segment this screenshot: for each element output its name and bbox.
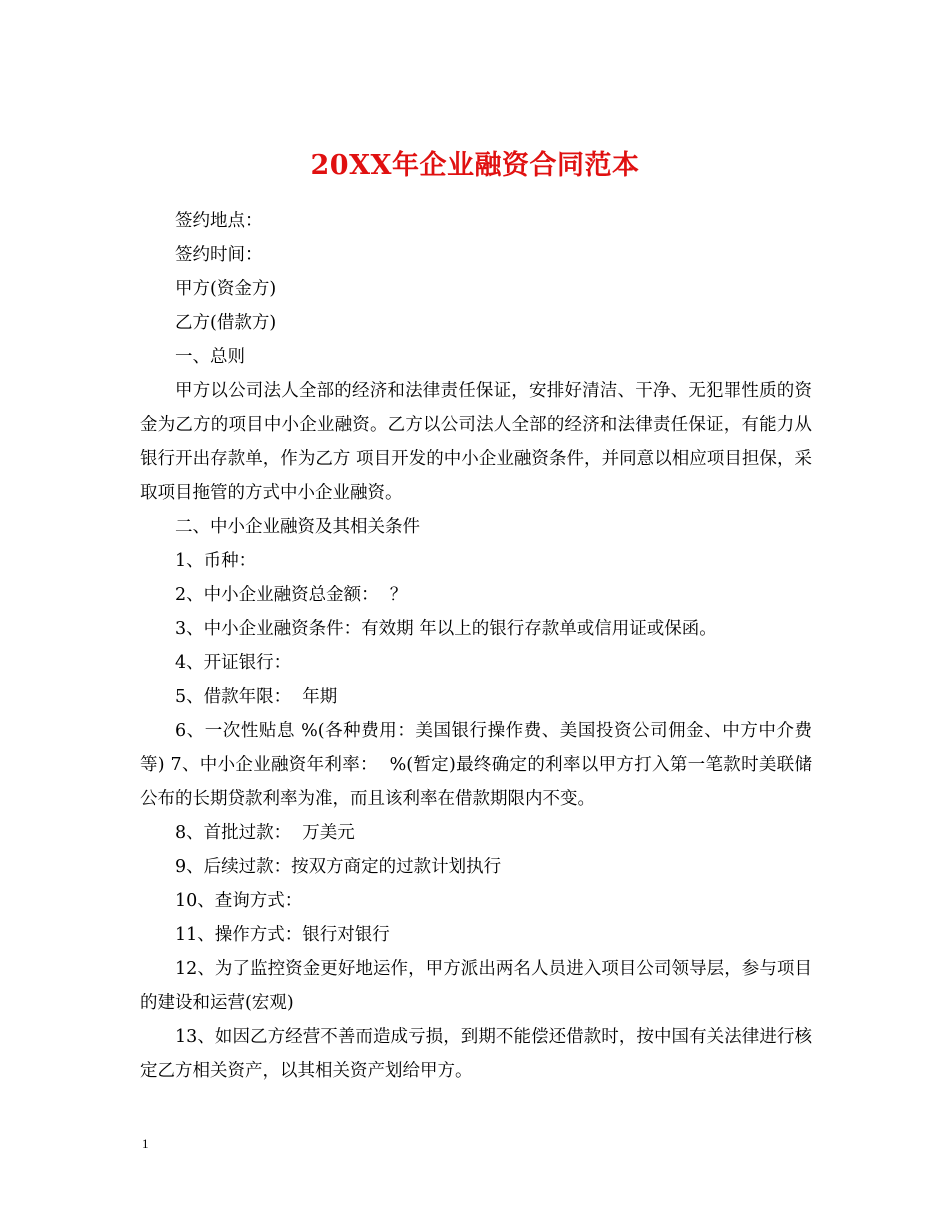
general-paragraph: 甲方以公司法人全部的经济和法律责任保证，安排好清洁、干净、无犯罪性质的资金为乙方的项目中小企业融资。乙方以公司法人全部的经济和法律责任保证，有能力从银行开出存款单，作为乙方 项目开发的中小企业融资条件，并同意以相应项目担保，采取项目拖管的方式中小企业融资。 — [140, 381, 812, 503]
party-b-line: 乙方(借款方) — [175, 313, 277, 333]
clause-10: 10、查询方式： — [175, 891, 303, 911]
clause-1: 1、币种： — [175, 551, 257, 571]
section-financing-heading: 二、中小企业融资及其相关条件 — [175, 517, 420, 537]
clause-2: 2、中小企业融资总金额： ？ — [175, 585, 408, 605]
clause-8: 8、首批过款： 万美元 — [175, 823, 355, 843]
signing-place-line: 签约地点： — [175, 211, 263, 231]
clause-9: 9、后续过款：按双方商定的过款计划执行 — [175, 857, 502, 877]
signing-time-line: 签约时间： — [175, 245, 263, 265]
clause-12: 12、为了监控资金更好地运作，甲方派出两名人员进入项目公司领导层，参与项目的建设和运营(宏观) — [140, 959, 812, 1013]
document-body — [140, 204, 812, 1088]
clause-4: 4、开证银行： — [175, 653, 292, 673]
clause-13: 13、如因乙方经营不善而造成亏损，到期不能偿还借款时，按中国有关法律进行核定乙方相关资产，以其相关资产划给甲方。 — [140, 1027, 812, 1081]
clause-6-7: 6、一次性贴息 %(各种费用：美国银行操作费、美国投资公司佣金、中方中介费等) 7、中小企业融资年利率： %(暂定)最终确定的利率以甲方打入第一笔款时美联储公布的长期贷款利率为准，而且该利率在借款期限内不变。 — [140, 721, 812, 809]
party-a-line: 甲方(资金方) — [175, 279, 277, 299]
page-number: 1 — [142, 1136, 149, 1151]
clause-11: 11、操作方式：银行对银行 — [175, 925, 390, 945]
document-title: 20XX年企业融资合同范本 — [310, 150, 640, 182]
clause-5: 5、借款年限： 年期 — [175, 687, 338, 707]
section-general-heading: 一、总则 — [175, 347, 245, 367]
clause-3: 3、中小企业融资条件：有效期 年以上的银行存款单或信用证或保函。 — [175, 619, 717, 639]
